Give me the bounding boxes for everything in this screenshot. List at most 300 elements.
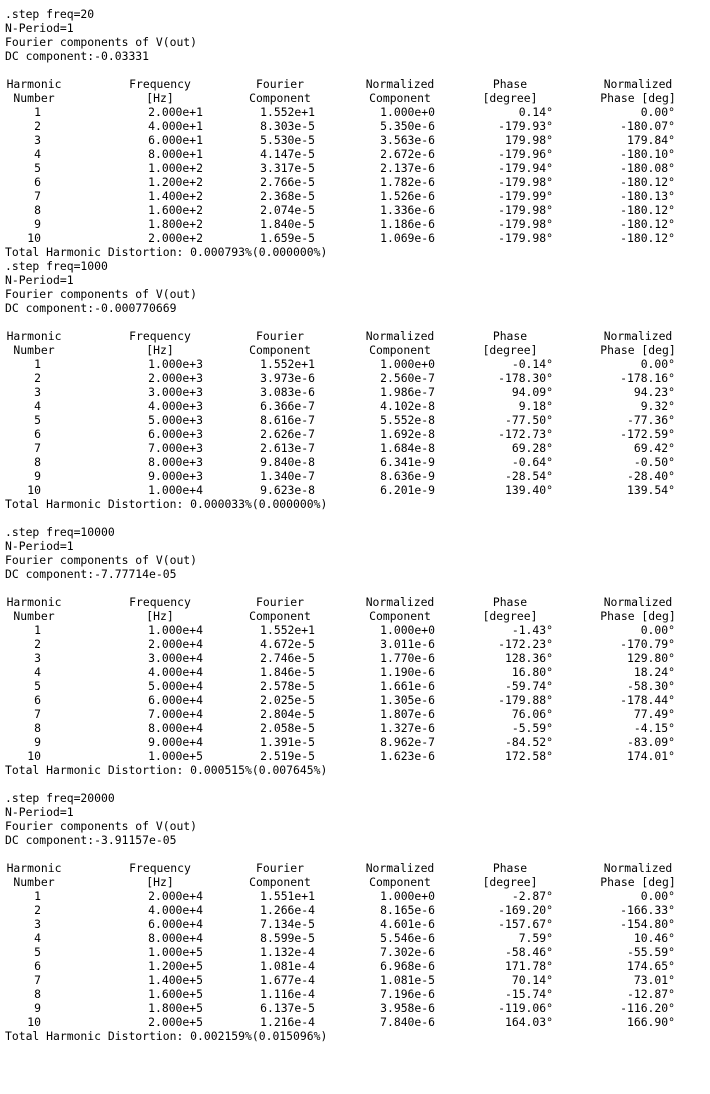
cell-phase: 94.09° <box>511 385 553 399</box>
cell-phase: -179.98° <box>498 231 553 245</box>
table-row <box>5 399 705 413</box>
cell-phase: -179.98° <box>498 203 553 217</box>
cell-normalized-component: 1.186e-6 <box>380 217 435 231</box>
header-number: Number <box>13 609 55 623</box>
header-component: Component <box>249 343 311 357</box>
table-row <box>5 987 705 1001</box>
header-degree: [degree] <box>482 609 538 623</box>
cell-normalized-phase: -166.33° <box>620 903 675 917</box>
cell-fourier-component: 2.578e-5 <box>260 679 315 693</box>
cell-normalized-component: 1.692e-8 <box>380 427 435 441</box>
cell-fourier-component: 6.366e-7 <box>260 399 315 413</box>
header-phase-deg: Phase [deg] <box>600 91 676 105</box>
cell-frequency: 1.800e+2 <box>148 217 203 231</box>
table-header-row-1 <box>5 77 705 91</box>
cell-normalized-phase: -28.40° <box>626 469 675 483</box>
cell-frequency: 9.000e+3 <box>148 469 203 483</box>
spacer <box>5 315 705 329</box>
cell-frequency: 2.000e+5 <box>148 1015 203 1029</box>
table-row <box>5 161 705 175</box>
cell-normalized-component: 7.840e-6 <box>380 1015 435 1029</box>
cell-harmonic-number: 7 <box>34 707 41 721</box>
cell-normalized-phase: -116.20° <box>620 1001 675 1015</box>
table-row <box>5 203 705 217</box>
cell-normalized-phase: 0.00° <box>640 623 675 637</box>
spacer <box>5 581 705 595</box>
cell-fourier-component: 1.081e-4 <box>260 959 315 973</box>
cell-phase: 128.36° <box>504 651 553 665</box>
table-header-row-1 <box>5 329 705 343</box>
n-period-line: N-Period=1 <box>5 21 74 35</box>
cell-normalized-phase: 129.80° <box>626 651 675 665</box>
cell-fourier-component: 8.303e-5 <box>260 119 315 133</box>
cell-frequency: 1.800e+5 <box>148 1001 203 1015</box>
header-hz: [Hz] <box>146 91 174 105</box>
header-normalized-component: Component <box>369 609 431 623</box>
cell-fourier-component: 6.137e-5 <box>260 1001 315 1015</box>
cell-normalized-phase: -12.87° <box>626 987 675 1001</box>
cell-phase: 76.06° <box>511 707 553 721</box>
fourier-title: Fourier components of V(out) <box>5 35 198 49</box>
cell-harmonic-number: 8 <box>34 721 41 735</box>
cell-fourier-component: 1.677e-4 <box>260 973 315 987</box>
table-row <box>5 483 705 497</box>
cell-fourier-component: 1.552e+1 <box>260 623 315 637</box>
cell-frequency: 1.000e+4 <box>148 623 203 637</box>
cell-frequency: 8.000e+4 <box>148 721 203 735</box>
header-degree: [degree] <box>482 875 538 889</box>
cell-normalized-component: 1.623e-6 <box>380 749 435 763</box>
cell-harmonic-number: 5 <box>34 945 41 959</box>
table-row <box>5 665 705 679</box>
cell-normalized-phase: -180.13° <box>620 189 675 203</box>
cell-frequency: 1.200e+5 <box>148 959 203 973</box>
table-row <box>5 651 705 665</box>
cell-harmonic-number: 10 <box>27 749 41 763</box>
cell-fourier-component: 1.116e-4 <box>260 987 315 1001</box>
table-header-row-2 <box>5 875 705 889</box>
cell-harmonic-number: 5 <box>34 679 41 693</box>
cell-harmonic-number: 2 <box>34 637 41 651</box>
cell-normalized-component: 6.201e-9 <box>380 483 435 497</box>
cell-phase: -179.96° <box>498 147 553 161</box>
table-row <box>5 413 705 427</box>
table-row <box>5 637 705 651</box>
table-body <box>5 357 705 497</box>
table-row <box>5 679 705 693</box>
cell-normalized-phase: -172.59° <box>620 427 675 441</box>
cell-normalized-phase: 174.65° <box>626 959 675 973</box>
cell-normalized-component: 3.011e-6 <box>380 637 435 651</box>
fourier-title: Fourier components of V(out) <box>5 819 198 833</box>
header-normalized-phase: Normalized <box>603 77 673 91</box>
cell-harmonic-number: 4 <box>34 399 41 413</box>
cell-fourier-component: 4.147e-5 <box>260 147 315 161</box>
cell-normalized-component: 2.672e-6 <box>380 147 435 161</box>
cell-fourier-component: 2.804e-5 <box>260 707 315 721</box>
table-header-row-1 <box>5 861 705 875</box>
cell-normalized-phase: -77.36° <box>626 413 675 427</box>
cell-harmonic-number: 10 <box>27 1015 41 1029</box>
cell-normalized-phase: 69.42° <box>633 441 675 455</box>
cell-normalized-phase: 94.23° <box>633 385 675 399</box>
step-directive: .step freq=10000 <box>5 525 115 539</box>
cell-normalized-component: 1.526e-6 <box>380 189 435 203</box>
table-row <box>5 175 705 189</box>
cell-frequency: 2.000e+4 <box>148 889 203 903</box>
n-period-line: N-Period=1 <box>5 539 74 553</box>
cell-harmonic-number: 5 <box>34 413 41 427</box>
cell-harmonic-number: 4 <box>34 931 41 945</box>
cell-normalized-component: 1.807e-6 <box>380 707 435 721</box>
table-row <box>5 119 705 133</box>
table-body <box>5 889 705 1029</box>
table-body <box>5 105 705 245</box>
table-header-row-2 <box>5 343 705 357</box>
header-component: Component <box>249 609 311 623</box>
cell-normalized-component: 2.137e-6 <box>380 161 435 175</box>
cell-normalized-phase: 139.54° <box>626 483 675 497</box>
cell-fourier-component: 2.025e-5 <box>260 693 315 707</box>
header-harmonic: Harmonic <box>6 329 62 343</box>
cell-normalized-component: 1.000e+0 <box>380 623 435 637</box>
header-phase: Phase <box>492 595 528 609</box>
n-period-line: N-Period=1 <box>5 805 74 819</box>
cell-normalized-component: 1.661e-6 <box>380 679 435 693</box>
cell-frequency: 3.000e+4 <box>148 651 203 665</box>
cell-normalized-phase: -180.12° <box>620 217 675 231</box>
cell-phase: 164.03° <box>504 1015 553 1029</box>
cell-harmonic-number: 7 <box>34 441 41 455</box>
cell-normalized-phase: 9.32° <box>640 399 675 413</box>
table-row <box>5 945 705 959</box>
cell-phase: 179.98° <box>504 133 553 147</box>
table-body <box>5 623 705 763</box>
cell-phase: -179.94° <box>498 161 553 175</box>
cell-phase: -2.87° <box>511 889 553 903</box>
cell-harmonic-number: 1 <box>34 105 41 119</box>
cell-frequency: 1.400e+5 <box>148 973 203 987</box>
cell-harmonic-number: 3 <box>34 133 41 147</box>
cell-fourier-component: 1.552e+1 <box>260 357 315 371</box>
cell-phase: 139.40° <box>504 483 553 497</box>
cell-harmonic-number: 6 <box>34 959 41 973</box>
cell-normalized-phase: -180.08° <box>620 161 675 175</box>
step-section <box>5 791 705 1043</box>
cell-fourier-component: 1.340e-7 <box>260 469 315 483</box>
cell-phase: -59.74° <box>504 679 553 693</box>
cell-harmonic-number: 6 <box>34 693 41 707</box>
cell-phase: 171.78° <box>504 959 553 973</box>
cell-frequency: 7.000e+3 <box>148 441 203 455</box>
table-row <box>5 623 705 637</box>
cell-normalized-phase: 166.90° <box>626 1015 675 1029</box>
table-row <box>5 147 705 161</box>
cell-normalized-phase: 77.49° <box>633 707 675 721</box>
header-fourier: Fourier <box>255 329 304 343</box>
table-row <box>5 707 705 721</box>
cell-normalized-component: 1.190e-6 <box>380 665 435 679</box>
cell-normalized-phase: -58.30° <box>626 679 675 693</box>
dc-component-line: DC component:-3.91157e-05 <box>5 833 177 847</box>
cell-normalized-phase: 18.24° <box>633 665 675 679</box>
cell-phase: -169.20° <box>498 903 553 917</box>
cell-normalized-component: 1.000e+0 <box>380 357 435 371</box>
cell-normalized-phase: -0.50° <box>633 455 675 469</box>
cell-normalized-component: 6.968e-6 <box>380 959 435 973</box>
cell-fourier-component: 2.613e-7 <box>260 441 315 455</box>
cell-phase: 172.58° <box>504 749 553 763</box>
cell-phase: -157.67° <box>498 917 553 931</box>
table-row <box>5 231 705 245</box>
cell-harmonic-number: 1 <box>34 357 41 371</box>
cell-fourier-component: 5.530e-5 <box>260 133 315 147</box>
cell-normalized-component: 5.546e-6 <box>380 931 435 945</box>
cell-phase: -15.74° <box>504 987 553 1001</box>
cell-phase: -179.93° <box>498 119 553 133</box>
cell-fourier-component: 8.616e-7 <box>260 413 315 427</box>
cell-fourier-component: 1.551e+1 <box>260 889 315 903</box>
cell-harmonic-number: 8 <box>34 455 41 469</box>
cell-normalized-component: 8.636e-9 <box>380 469 435 483</box>
header-fourier: Fourier <box>255 861 304 875</box>
cell-normalized-component: 1.986e-7 <box>380 385 435 399</box>
cell-phase: -1.43° <box>511 623 553 637</box>
cell-harmonic-number: 7 <box>34 189 41 203</box>
cell-normalized-phase: 0.00° <box>640 105 675 119</box>
cell-normalized-component: 1.000e+0 <box>380 889 435 903</box>
cell-frequency: 4.000e+1 <box>148 119 203 133</box>
cell-frequency: 6.000e+1 <box>148 133 203 147</box>
cell-harmonic-number: 9 <box>34 735 41 749</box>
cell-phase: -58.46° <box>504 945 553 959</box>
cell-frequency: 6.000e+4 <box>148 693 203 707</box>
cell-harmonic-number: 6 <box>34 427 41 441</box>
cell-normalized-component: 7.302e-6 <box>380 945 435 959</box>
cell-normalized-component: 1.305e-6 <box>380 693 435 707</box>
cell-normalized-component: 1.770e-6 <box>380 651 435 665</box>
header-hz: [Hz] <box>146 609 174 623</box>
header-normalized: Normalized <box>365 595 435 609</box>
cell-phase: 16.80° <box>511 665 553 679</box>
cell-fourier-component: 2.626e-7 <box>260 427 315 441</box>
table-row <box>5 469 705 483</box>
cell-harmonic-number: 3 <box>34 385 41 399</box>
cell-phase: -178.30° <box>498 371 553 385</box>
cell-normalized-component: 1.684e-8 <box>380 441 435 455</box>
step-directive: .step freq=20000 <box>5 791 115 805</box>
cell-fourier-component: 1.840e-5 <box>260 217 315 231</box>
table-row <box>5 357 705 371</box>
cell-frequency: 8.000e+1 <box>148 147 203 161</box>
cell-fourier-component: 9.623e-8 <box>260 483 315 497</box>
step-directive: .step freq=20 <box>5 7 95 21</box>
cell-frequency: 2.000e+1 <box>148 105 203 119</box>
total-harmonic-distortion: Total Harmonic Distortion: 0.000033%(0.000000%) <box>5 497 328 511</box>
header-component: Component <box>249 91 311 105</box>
header-normalized-phase: Normalized <box>603 861 673 875</box>
table-row <box>5 889 705 903</box>
header-harmonic: Harmonic <box>6 861 62 875</box>
cell-fourier-component: 1.659e-5 <box>260 231 315 245</box>
table-row <box>5 1001 705 1015</box>
cell-harmonic-number: 9 <box>34 1001 41 1015</box>
cell-harmonic-number: 8 <box>34 987 41 1001</box>
cell-normalized-phase: -180.07° <box>620 119 675 133</box>
cell-frequency: 5.000e+3 <box>148 413 203 427</box>
header-hz: [Hz] <box>146 343 174 357</box>
cell-frequency: 4.000e+3 <box>148 399 203 413</box>
spacer <box>5 847 705 861</box>
cell-normalized-phase: 0.00° <box>640 889 675 903</box>
cell-phase: -172.73° <box>498 427 553 441</box>
dc-component-line: DC component:-7.77714e-05 <box>5 567 177 581</box>
cell-phase: -77.50° <box>504 413 553 427</box>
total-harmonic-distortion: Total Harmonic Distortion: 0.000793%(0.000000%) <box>5 245 328 259</box>
cell-harmonic-number: 7 <box>34 973 41 987</box>
cell-normalized-phase: -170.79° <box>620 637 675 651</box>
cell-fourier-component: 2.058e-5 <box>260 721 315 735</box>
table-header-row-2 <box>5 91 705 105</box>
cell-normalized-component: 3.563e-6 <box>380 133 435 147</box>
table-row <box>5 189 705 203</box>
cell-normalized-component: 6.341e-9 <box>380 455 435 469</box>
table-row <box>5 903 705 917</box>
cell-phase: -179.98° <box>498 175 553 189</box>
header-phase: Phase <box>492 329 528 343</box>
cell-normalized-phase: 73.01° <box>633 973 675 987</box>
cell-normalized-component: 4.102e-8 <box>380 399 435 413</box>
cell-harmonic-number: 3 <box>34 651 41 665</box>
cell-normalized-phase: -178.44° <box>620 693 675 707</box>
table-row <box>5 973 705 987</box>
cell-normalized-component: 1.069e-6 <box>380 231 435 245</box>
table-row <box>5 217 705 231</box>
header-phase-deg: Phase [deg] <box>600 875 676 889</box>
header-phase-deg: Phase [deg] <box>600 609 676 623</box>
cell-frequency: 1.600e+5 <box>148 987 203 1001</box>
cell-phase: -172.23° <box>498 637 553 651</box>
cell-harmonic-number: 2 <box>34 119 41 133</box>
cell-frequency: 8.000e+3 <box>148 455 203 469</box>
cell-normalized-component: 1.000e+0 <box>380 105 435 119</box>
cell-normalized-phase: 174.01° <box>626 749 675 763</box>
fourier-title: Fourier components of V(out) <box>5 287 198 301</box>
cell-frequency: 4.000e+4 <box>148 903 203 917</box>
header-degree: [degree] <box>482 91 538 105</box>
cell-harmonic-number: 9 <box>34 217 41 231</box>
cell-fourier-component: 1.391e-5 <box>260 735 315 749</box>
total-harmonic-distortion: Total Harmonic Distortion: 0.002159%(0.015096%) <box>5 1029 328 1043</box>
header-normalized: Normalized <box>365 329 435 343</box>
cell-harmonic-number: 10 <box>27 231 41 245</box>
cell-fourier-component: 1.266e-4 <box>260 903 315 917</box>
cell-phase: -0.14° <box>511 357 553 371</box>
dc-component-line: DC component:-0.000770669 <box>5 301 177 315</box>
table-row <box>5 455 705 469</box>
cell-phase: 70.14° <box>511 973 553 987</box>
cell-normalized-phase: -180.12° <box>620 203 675 217</box>
header-normalized: Normalized <box>365 861 435 875</box>
cell-phase: -179.99° <box>498 189 553 203</box>
cell-harmonic-number: 3 <box>34 917 41 931</box>
cell-normalized-component: 2.560e-7 <box>380 371 435 385</box>
cell-normalized-phase: -180.12° <box>620 231 675 245</box>
header-phase: Phase <box>492 77 528 91</box>
table-row <box>5 931 705 945</box>
header-fourier: Fourier <box>255 77 304 91</box>
cell-normalized-component: 1.336e-6 <box>380 203 435 217</box>
cell-normalized-component: 1.081e-5 <box>380 973 435 987</box>
step-directive: .step freq=1000 <box>5 259 108 273</box>
cell-harmonic-number: 4 <box>34 147 41 161</box>
cell-normalized-component: 3.958e-6 <box>380 1001 435 1015</box>
cell-normalized-phase: -83.09° <box>626 735 675 749</box>
cell-harmonic-number: 5 <box>34 161 41 175</box>
cell-normalized-component: 1.327e-6 <box>380 721 435 735</box>
cell-phase: -5.59° <box>511 721 553 735</box>
table-row <box>5 105 705 119</box>
cell-fourier-component: 3.083e-6 <box>260 385 315 399</box>
step-section <box>5 259 705 511</box>
header-frequency: Frequency <box>129 595 191 609</box>
header-number: Number <box>13 343 55 357</box>
table-row <box>5 427 705 441</box>
cell-frequency: 1.000e+5 <box>148 749 203 763</box>
header-hz: [Hz] <box>146 875 174 889</box>
header-normalized-component: Component <box>369 91 431 105</box>
cell-fourier-component: 2.368e-5 <box>260 189 315 203</box>
cell-fourier-component: 1.552e+1 <box>260 105 315 119</box>
cell-normalized-component: 7.196e-6 <box>380 987 435 1001</box>
cell-normalized-component: 8.962e-7 <box>380 735 435 749</box>
step-section <box>5 525 705 777</box>
cell-fourier-component: 1.132e-4 <box>260 945 315 959</box>
table-header-row-1 <box>5 595 705 609</box>
cell-normalized-component: 5.552e-8 <box>380 413 435 427</box>
cell-normalized-phase: -180.12° <box>620 175 675 189</box>
table-row <box>5 371 705 385</box>
cell-phase: -28.54° <box>504 469 553 483</box>
fourier-output-document <box>5 7 705 1043</box>
cell-harmonic-number: 9 <box>34 469 41 483</box>
cell-frequency: 1.000e+4 <box>148 483 203 497</box>
header-number: Number <box>13 875 55 889</box>
cell-harmonic-number: 2 <box>34 903 41 917</box>
cell-frequency: 2.000e+4 <box>148 637 203 651</box>
section-gap <box>5 511 705 525</box>
cell-frequency: 3.000e+3 <box>148 385 203 399</box>
table-row <box>5 749 705 763</box>
header-phase: Phase <box>492 861 528 875</box>
cell-phase: 9.18° <box>518 399 553 413</box>
cell-fourier-component: 2.074e-5 <box>260 203 315 217</box>
header-normalized-component: Component <box>369 875 431 889</box>
cell-phase: -119.06° <box>498 1001 553 1015</box>
table-row <box>5 735 705 749</box>
cell-frequency: 1.000e+5 <box>148 945 203 959</box>
cell-frequency: 2.000e+2 <box>148 231 203 245</box>
header-frequency: Frequency <box>129 861 191 875</box>
cell-fourier-component: 7.134e-5 <box>260 917 315 931</box>
cell-frequency: 2.000e+3 <box>148 371 203 385</box>
cell-fourier-component: 2.746e-5 <box>260 651 315 665</box>
cell-harmonic-number: 8 <box>34 203 41 217</box>
cell-normalized-component: 8.165e-6 <box>380 903 435 917</box>
cell-frequency: 1.000e+2 <box>148 161 203 175</box>
n-period-line: N-Period=1 <box>5 273 74 287</box>
header-normalized-phase: Normalized <box>603 329 673 343</box>
